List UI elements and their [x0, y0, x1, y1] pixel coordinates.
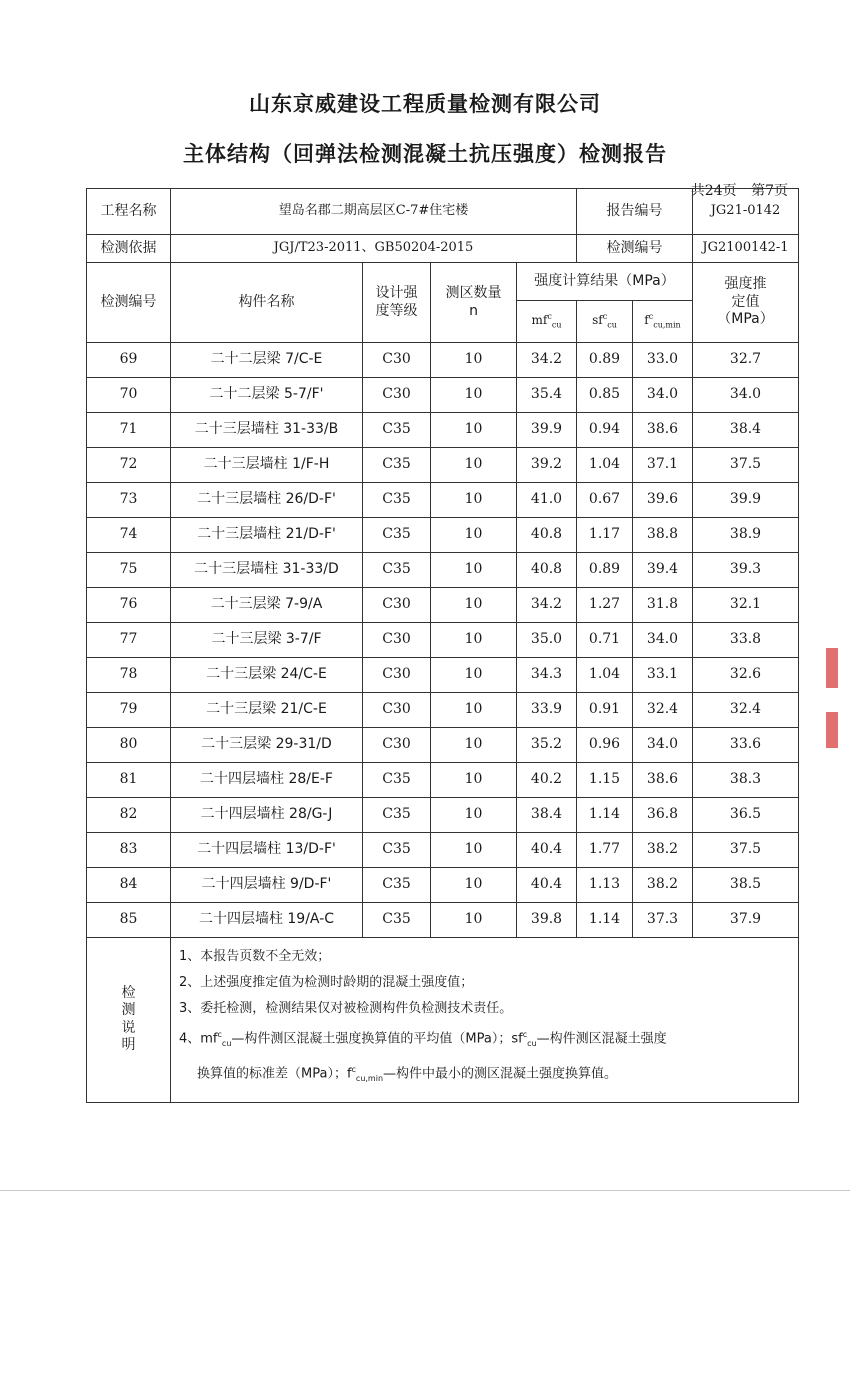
cell-grade: C35 [363, 518, 431, 553]
cell-mf: 34.3 [517, 658, 577, 693]
cell-est: 39.3 [693, 553, 799, 588]
cell-sf: 1.04 [577, 658, 633, 693]
basis: JGJ/T23-2011、GB50204-2015 [171, 235, 577, 263]
cell-est: 32.6 [693, 658, 799, 693]
cell-fmin: 34.0 [633, 623, 693, 658]
cell-zones: 10 [431, 728, 517, 763]
cell-member: 二十三层墙柱 26/D-F' [171, 483, 363, 518]
cell-mf: 40.2 [517, 763, 577, 798]
col-zones-line1: 测区数量 [445, 285, 502, 301]
col-grade-header [363, 263, 431, 343]
cell-mf: 35.0 [517, 623, 577, 658]
cell-member: 二十三层墙柱 31-33/B [171, 413, 363, 448]
col-grade-line1: 设计强 [375, 285, 418, 301]
stamp-edge-mark [826, 648, 838, 688]
cell-mf: 39.9 [517, 413, 577, 448]
cell-est: 32.7 [693, 343, 799, 378]
cell-member: 二十三层梁 3-7/F [171, 623, 363, 658]
cell-fmin: 38.6 [633, 763, 693, 798]
report-no-label: 报告编号 [577, 189, 693, 235]
cell-member: 二十四层墙柱 28/G-J [171, 798, 363, 833]
report-table [86, 188, 799, 1103]
cell-est: 38.9 [693, 518, 799, 553]
cell-est: 33.8 [693, 623, 799, 658]
cell-sf: 1.77 [577, 833, 633, 868]
cell-fmin: 31.8 [633, 588, 693, 623]
table-row [87, 728, 799, 763]
cell-sf: 0.96 [577, 728, 633, 763]
cell-member: 二十三层墙柱 31-33/D [171, 553, 363, 588]
cell-grade: C30 [363, 378, 431, 413]
cell-est: 32.4 [693, 693, 799, 728]
cell-fmin: 38.6 [633, 413, 693, 448]
stamp-edge-mark [826, 712, 838, 748]
table-row [87, 413, 799, 448]
cell-est: 37.5 [693, 448, 799, 483]
col-grade-line2: 度等级 [375, 302, 418, 319]
cell-zones: 10 [431, 483, 517, 518]
col-zones-header [431, 263, 517, 343]
cell-mf: 35.2 [517, 728, 577, 763]
cell-fmin: 37.1 [633, 448, 693, 483]
col-member-header: 构件名称 [171, 263, 363, 343]
table-row [87, 483, 799, 518]
cell-grade: C35 [363, 483, 431, 518]
table-row [87, 763, 799, 798]
table-row [87, 868, 799, 903]
col-est-line3: （MPa） [717, 311, 774, 328]
cell-grade: C35 [363, 448, 431, 483]
cell-zones: 10 [431, 448, 517, 483]
cell-sf: 1.15 [577, 763, 633, 798]
note-4-cont: 换算值的标准差（MPa）；$f^c_{cu,min}—$构件中最小的测区混凝土强度换算值。 [197, 1064, 618, 1083]
cell-sf: 1.14 [577, 903, 633, 938]
cell-fmin: 34.0 [633, 378, 693, 413]
cell-grade: C35 [363, 553, 431, 588]
cell-zones: 10 [431, 413, 517, 448]
company-name: 山东京威建设工程质量检测有限公司 [249, 92, 601, 116]
cell-grade: C30 [363, 728, 431, 763]
col-est-line2: 定值 [731, 293, 760, 310]
cell-id: 70 [87, 378, 171, 413]
project-name-label: 工程名称 [87, 189, 171, 235]
cell-mf: 40.8 [517, 518, 577, 553]
cell-est: 38.4 [693, 413, 799, 448]
test-no-label: 检测编号 [577, 235, 693, 263]
cell-id: 77 [87, 623, 171, 658]
cell-zones: 10 [431, 658, 517, 693]
cell-mf: 39.8 [517, 903, 577, 938]
cell-fmin: 39.6 [633, 483, 693, 518]
cell-est: 37.9 [693, 903, 799, 938]
table-row [87, 903, 799, 938]
cell-fmin: 34.0 [633, 728, 693, 763]
cell-sf: 1.27 [577, 588, 633, 623]
cell-id: 84 [87, 868, 171, 903]
cell-sf: 0.94 [577, 413, 633, 448]
cell-member: 二十三层墙柱 1/F-H [171, 448, 363, 483]
cell-member: 二十四层墙柱 28/E-F [171, 763, 363, 798]
cell-id: 69 [87, 343, 171, 378]
col-sf-header: $sf^c_{cu}$ [577, 301, 633, 343]
cell-mf: 40.4 [517, 833, 577, 868]
cell-mf: 34.2 [517, 588, 577, 623]
cell-sf: 0.89 [577, 343, 633, 378]
cell-zones: 10 [431, 343, 517, 378]
cell-sf: 0.91 [577, 693, 633, 728]
cell-grade: C30 [363, 658, 431, 693]
cell-id: 76 [87, 588, 171, 623]
cell-sf: 1.14 [577, 798, 633, 833]
cell-fmin: 32.4 [633, 693, 693, 728]
table-row [87, 588, 799, 623]
cell-id: 75 [87, 553, 171, 588]
cell-zones: 10 [431, 763, 517, 798]
cell-est: 36.5 [693, 798, 799, 833]
cell-est: 38.5 [693, 868, 799, 903]
cell-id: 72 [87, 448, 171, 483]
cell-sf: 0.85 [577, 378, 633, 413]
cell-member: 二十四层墙柱 19/A-C [171, 903, 363, 938]
cell-zones: 10 [431, 588, 517, 623]
cell-est: 38.3 [693, 763, 799, 798]
cell-est: 37.5 [693, 833, 799, 868]
cell-grade: C30 [363, 343, 431, 378]
cell-zones: 10 [431, 833, 517, 868]
cell-mf: 41.0 [517, 483, 577, 518]
col-id-header: 检测编号 [87, 263, 171, 343]
cell-id: 82 [87, 798, 171, 833]
cell-id: 80 [87, 728, 171, 763]
cell-fmin: 38.8 [633, 518, 693, 553]
cell-est: 34.0 [693, 378, 799, 413]
col-est-line1: 强度推 [724, 276, 767, 293]
cell-est: 33.6 [693, 728, 799, 763]
col-mf-header: $mf^c_{cu}$ [517, 301, 577, 343]
table-row [87, 798, 799, 833]
cell-grade: C35 [363, 903, 431, 938]
cell-member: 二十二层梁 7/C-E [171, 343, 363, 378]
cell-id: 71 [87, 413, 171, 448]
cell-id: 83 [87, 833, 171, 868]
cell-id: 81 [87, 763, 171, 798]
report-no: JG21-0142 [693, 189, 799, 235]
cell-id: 79 [87, 693, 171, 728]
test-no: JG2100142-1 [693, 235, 799, 263]
table-row [87, 623, 799, 658]
cell-id: 85 [87, 903, 171, 938]
cell-mf: 33.9 [517, 693, 577, 728]
cell-zones: 10 [431, 868, 517, 903]
report-title: 主体结构（回弹法检测混凝土抗压强度）检测报告 [183, 142, 667, 166]
cell-member: 二十三层梁 21/C-E [171, 693, 363, 728]
cell-member: 二十四层墙柱 9/D-F' [171, 868, 363, 903]
cell-est: 32.1 [693, 588, 799, 623]
total-pages: 共24页 [690, 183, 737, 199]
table-row [87, 448, 799, 483]
cell-zones: 10 [431, 518, 517, 553]
cell-fmin: 39.4 [633, 553, 693, 588]
page-number: 第7页 [751, 183, 788, 199]
cell-sf: 1.04 [577, 448, 633, 483]
cell-mf: 34.2 [517, 343, 577, 378]
cell-zones: 10 [431, 623, 517, 658]
cell-grade: C30 [363, 693, 431, 728]
cell-sf: 1.13 [577, 868, 633, 903]
note-2: 2、上述强度推定值为检测时龄期的混凝土强度值； [179, 975, 474, 990]
table-row [87, 553, 799, 588]
table-row [87, 343, 799, 378]
cell-member: 二十三层梁 29-31/D [171, 728, 363, 763]
cell-fmin: 38.2 [633, 868, 693, 903]
cell-member: 二十三层梁 24/C-E [171, 658, 363, 693]
cell-grade: C30 [363, 588, 431, 623]
table-row [87, 833, 799, 868]
table-row [87, 693, 799, 728]
cell-id: 74 [87, 518, 171, 553]
cell-mf: 40.8 [517, 553, 577, 588]
cell-grade: C35 [363, 833, 431, 868]
cell-sf: 0.67 [577, 483, 633, 518]
cell-id: 73 [87, 483, 171, 518]
table-row [87, 378, 799, 413]
col-zones-line2: n [469, 302, 478, 319]
project-name: 望岛名郡二期高层区C-7#住宅楼 [171, 189, 577, 235]
cell-fmin: 38.2 [633, 833, 693, 868]
cell-est: 39.9 [693, 483, 799, 518]
cell-member: 二十三层墙柱 21/D-F' [171, 518, 363, 553]
cell-fmin: 37.3 [633, 903, 693, 938]
col-calc-group-header: 强度计算结果（MPa） [517, 263, 693, 301]
cell-grade: C30 [363, 623, 431, 658]
cell-grade: C35 [363, 413, 431, 448]
cell-fmin: 33.0 [633, 343, 693, 378]
cell-sf: 0.89 [577, 553, 633, 588]
cell-zones: 10 [431, 798, 517, 833]
notes-content [171, 938, 799, 1103]
note-4: 4、$mf^c_{cu}—$构件测区混凝土强度换算值的平均值（MPa）；$sf^c_{cu}—$构件测区混凝土强度 [179, 1030, 667, 1048]
cell-grade: C35 [363, 798, 431, 833]
cell-zones: 10 [431, 553, 517, 588]
cell-member: 二十二层梁 5-7/F' [171, 378, 363, 413]
basis-label: 检测依据 [87, 235, 171, 263]
cell-member: 二十四层墙柱 13/D-F' [171, 833, 363, 868]
cell-zones: 10 [431, 693, 517, 728]
cell-mf: 35.4 [517, 378, 577, 413]
table-row [87, 658, 799, 693]
notes-label: 检 测 说 明 [87, 938, 171, 1103]
note-3: 3、委托检测，检测结果仅对被检测构件负检测技术责任。 [179, 1001, 513, 1016]
cell-fmin: 33.1 [633, 658, 693, 693]
cell-sf: 1.17 [577, 518, 633, 553]
cell-mf: 38.4 [517, 798, 577, 833]
col-fmin-header: $f^c_{cu,min}$ [633, 301, 693, 343]
cell-id: 78 [87, 658, 171, 693]
cell-mf: 39.2 [517, 448, 577, 483]
cell-zones: 10 [431, 903, 517, 938]
note-1: 1、本报告页数不全无效； [179, 949, 331, 964]
cell-grade: C35 [363, 868, 431, 903]
cell-grade: C35 [363, 763, 431, 798]
scan-edge-line [0, 1190, 850, 1191]
cell-member: 二十三层梁 7-9/A [171, 588, 363, 623]
col-est-header [693, 263, 799, 343]
cell-sf: 0.71 [577, 623, 633, 658]
cell-fmin: 36.8 [633, 798, 693, 833]
table-row [87, 518, 799, 553]
cell-mf: 40.4 [517, 868, 577, 903]
cell-zones: 10 [431, 378, 517, 413]
